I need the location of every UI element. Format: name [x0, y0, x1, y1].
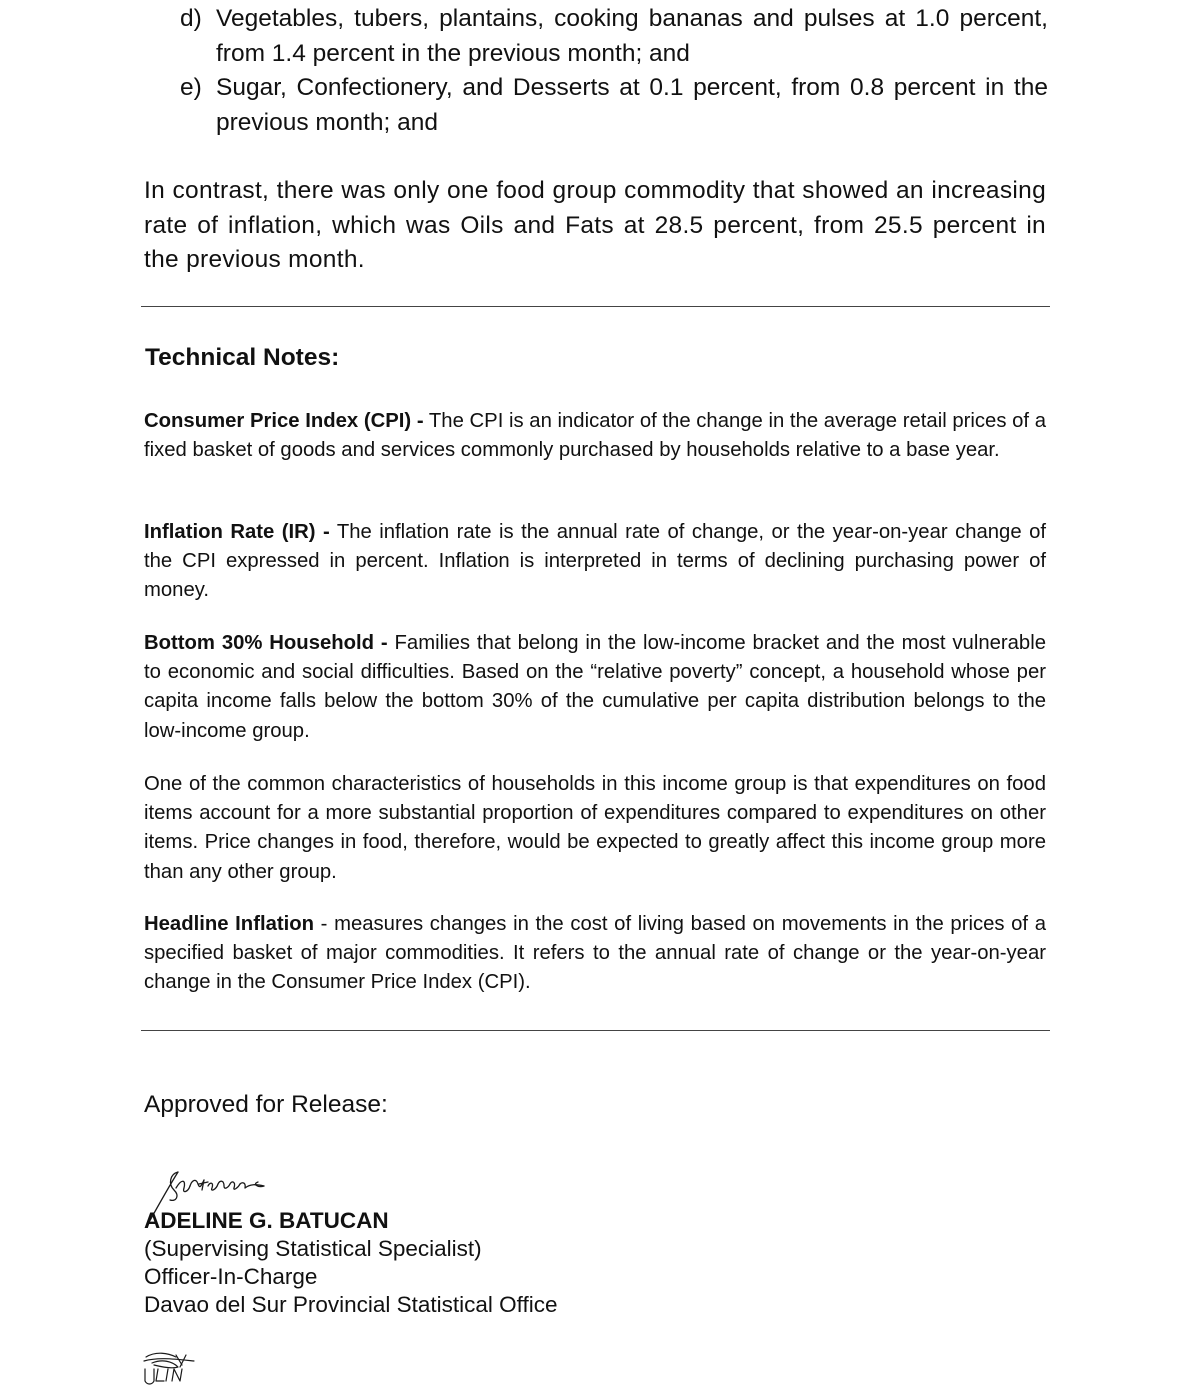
note-text: - measures changes in the cost of living based on movements in the prices of a specified basket of major commodities. It refers to the annual rate of change or the year-on-year change in the Consumer Price Index (CPI). [144, 913, 1046, 994]
list-item [180, 71, 1048, 140]
note-bottom-30 [144, 629, 1046, 746]
section-divider [141, 1030, 1050, 1031]
note-characteristics: One of the common characteristics of households in this income group is that expenditures on food items account for a more substantial proportion of expenditures compared to expenditures on other items. Price changes in food, therefore, would be expected to greatly affect this income group more than any other group. [144, 773, 1046, 883]
note-term: Headline Inflation [144, 913, 315, 935]
signatory-position: Officer-In-Charge [144, 1264, 318, 1289]
signatory-role: (Supervising Statistical Specialist) [144, 1236, 482, 1261]
list-marker: d) [180, 5, 202, 32]
signatory-block [144, 1207, 558, 1319]
note-term: Consumer Price Index (CPI) - [144, 410, 424, 432]
inflation-list [180, 2, 1048, 140]
note-term: Bottom 30% Household - [144, 632, 388, 654]
section-divider [141, 306, 1050, 307]
note-headline-inflation [144, 910, 1046, 998]
contrast-paragraph: In contrast, there was only one food group commodity that showed an increasing rate of inflation, which was Oils and Fats at 28.5 percent, from 25.5 percent in the previous month. [144, 177, 1046, 273]
note-inflation-rate [144, 518, 1046, 606]
signatory-office: Davao del Sur Provincial Statistical Office [144, 1292, 558, 1317]
note-text: The inflation rate is the annual rate of change, or the year-on-year change of the CPI expressed in percent. Inflation is interpreted in terms of declining purchasing power of money. [144, 521, 1046, 602]
note-cpi [144, 407, 1046, 465]
list-item-text: Vegetables, tubers, plantains, cooking bananas and pulses at 1.0 percent, from 1.4 percent in the previous month; and [216, 5, 1048, 67]
list-item [180, 2, 1048, 71]
note-text: The CPI is an indicator of the change in the average retail prices of a fixed basket of goods and services commonly purchased by households relative to a base year. [144, 410, 1046, 462]
note-term: Inflation Rate (IR) - [144, 521, 330, 543]
list-item-text: Sugar, Confectionery, and Desserts at 0.1 percent, from 0.8 percent in the previous month; and [216, 74, 1048, 136]
signatory-name: ADELINE G. BATUCAN [144, 1208, 389, 1233]
list-marker: e) [180, 74, 202, 101]
approved-for-release-label: Approved for Release: [144, 1091, 388, 1118]
note-text: Families that belong in the low-income bracket and the most vulnerable to economic and social difficulties. Based on the “relative poverty” concept, a household whose per capita income falls below the bottom 30% of the cumulative per capita distribution belongs to the low-income group. [144, 632, 1046, 742]
technical-notes-heading: Technical Notes: [145, 344, 340, 371]
initials-mark [142, 1347, 198, 1385]
